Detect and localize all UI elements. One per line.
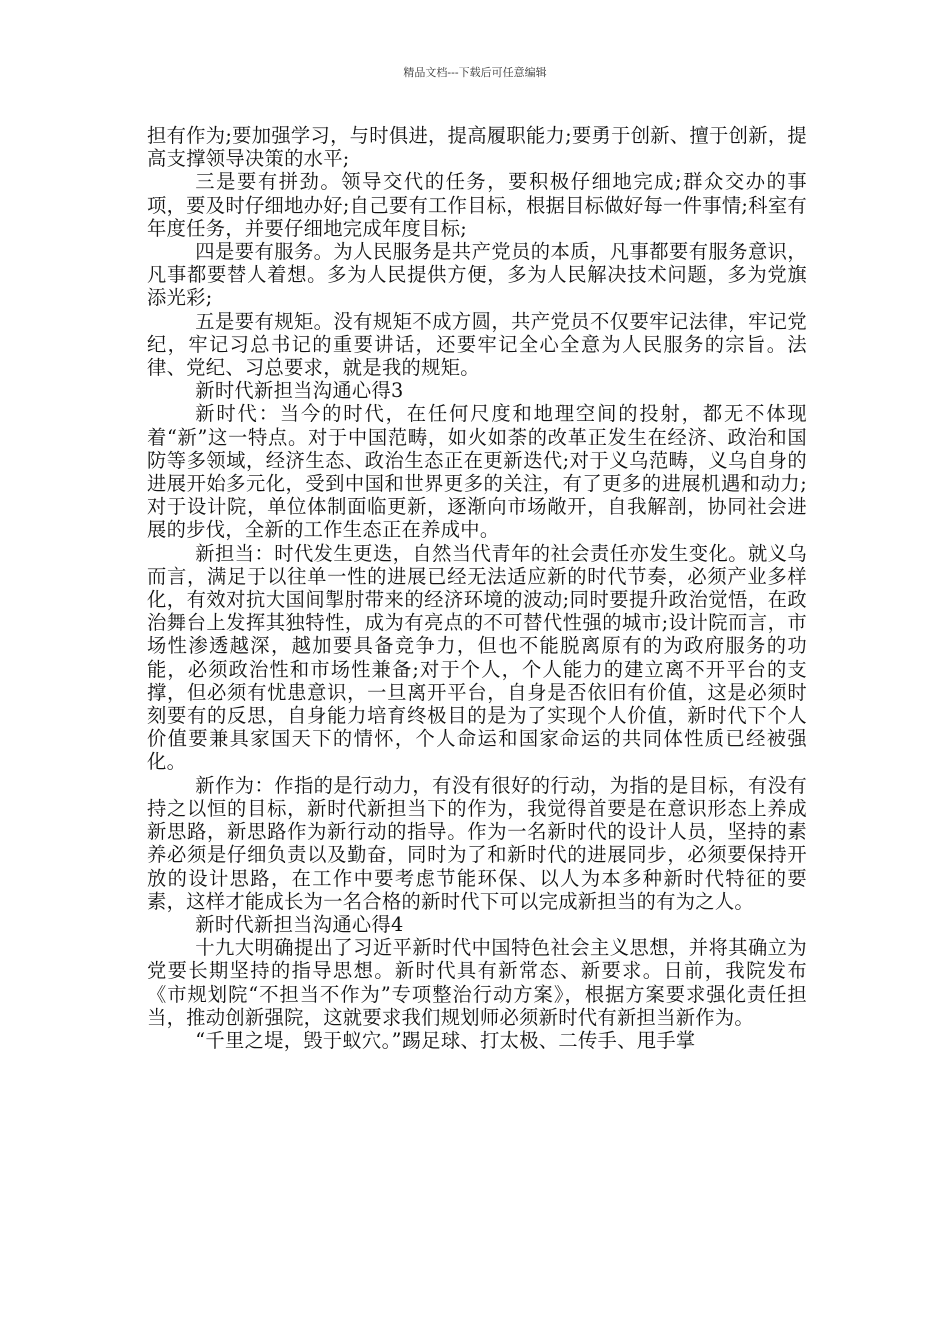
section-heading-3: 新时代新担当沟通心得3 (195, 379, 404, 403)
paragraph-third-point: 三是要有拼劲。领导交代的任务，要积极仔细地完成;群众交办的事项，要及时仔细地办好;自己要有工作目标，根据目标做好每一件事情;科室有年度任务，并要仔细地完成年度目标; (147, 170, 807, 240)
paragraph-continuation: 担有作为;要加强学习，与时俱进，提高履职能力;要勇于创新、擅于创新，提高支撑领导决策的水平; (147, 124, 807, 171)
paragraph-fifth-point: 五是要有规矩。没有规矩不成方圆，共产党员不仅要牢记法律，牢记党纪，牢记习总书记的重要讲话，还要牢记全心全意为人民服务的宗旨。法律、党纪、习总要求，就是我的规矩。 (147, 309, 807, 380)
page-header: 精品文档---下载后可任意编辑 (403, 66, 547, 79)
document-body (147, 124, 807, 1052)
paragraph-fourth-point: 四是要有服务。为人民服务是共产党员的本质，凡事都要有服务意识，凡事都要替人着想。多为人民提供方便，多为人民解决技术问题，多为党旗添光彩; (147, 240, 807, 310)
paragraph-new-responsibility: 新担当：时代发生更迭，自然当代青年的社会责任亦发生变化。就义乌而言，满足于以往单一性的进展已经无法适应新的时代节奏，必须产业多样化，有效对抗大国间掣肘带来的经济环境的波动;同时要提升政治觉悟，在政治舞台上发挥其独特性，成为有亮点的不可替代性强的城市;设计院而言，市场性渗透越深，越加要具备竞争力，但也不能脱离原有的为政府服务的功能，必须政治性和市场性兼备;对于个人，个人能力的建立离不开平台的支撑，但必须有忧患意识，一旦离开平台，自身是否依旧有价值，这是必须时刻要有的反思，自身能力培育终极目的是为了实现个人价值，新时代下个人价值要兼具家国天下的情怀，个人命运和国家命运的共同体性质已经被强化。 (147, 541, 807, 774)
paragraph-new-action: 新作为：作指的是行动力，有没有很好的行动，为指的是目标，有没有持之以恒的目标，新时代新担当下的作为，我觉得首要是在意识形态上养成新思路，新思路作为新行动的指导。作为一名新时代的设计人员，坚持的素养必须是仔细负责以及勤奋，同时为了和新时代的进展同步，必须要保持开放的设计思路，在工作中要考虑节能环保、以人为本多种新时代特征的要素，这样才能成长为一名合格的新时代下可以完成新担当的有为之人。 (147, 773, 807, 913)
paragraph-new-era: 新时代：当今的时代，在任何尺度和地理空间的投射，都无不体现着“新”这一特点。对于中国范畴，如火如荼的改革正发生在经济、政治和国防等多领域，经济生态、政治生态正在更新迭代;对于义乌范畴，义乌自身的进展开始多元化，受到中国和世界更多的关注，有了更多的进展机遇和动力;对于设计院，单位体制面临更新，逐渐向市场敞开，自我解剖，协同社会进展的步伐，全新的工作生态正在养成中。 (147, 402, 807, 542)
paragraph-nineteenth-congress: 十九大明确提出了习近平新时代中国特色社会主义思想，并将其确立为党要长期坚持的指导思想。新时代具有新常态、新要求。日前，我院发布《市规划院“不担当不作为”专项整治行动方案》，根据方案要求强化责任担当，推动创新强院，这就要求我们规划师必须新时代有新担当新作为。 (147, 936, 807, 1029)
paragraph-proverb: “千里之堤，毁于蚁穴。”踢足球、打太极、二传手、甩手掌 (195, 1028, 696, 1052)
section-heading-4: 新时代新担当沟通心得4 (195, 912, 404, 936)
